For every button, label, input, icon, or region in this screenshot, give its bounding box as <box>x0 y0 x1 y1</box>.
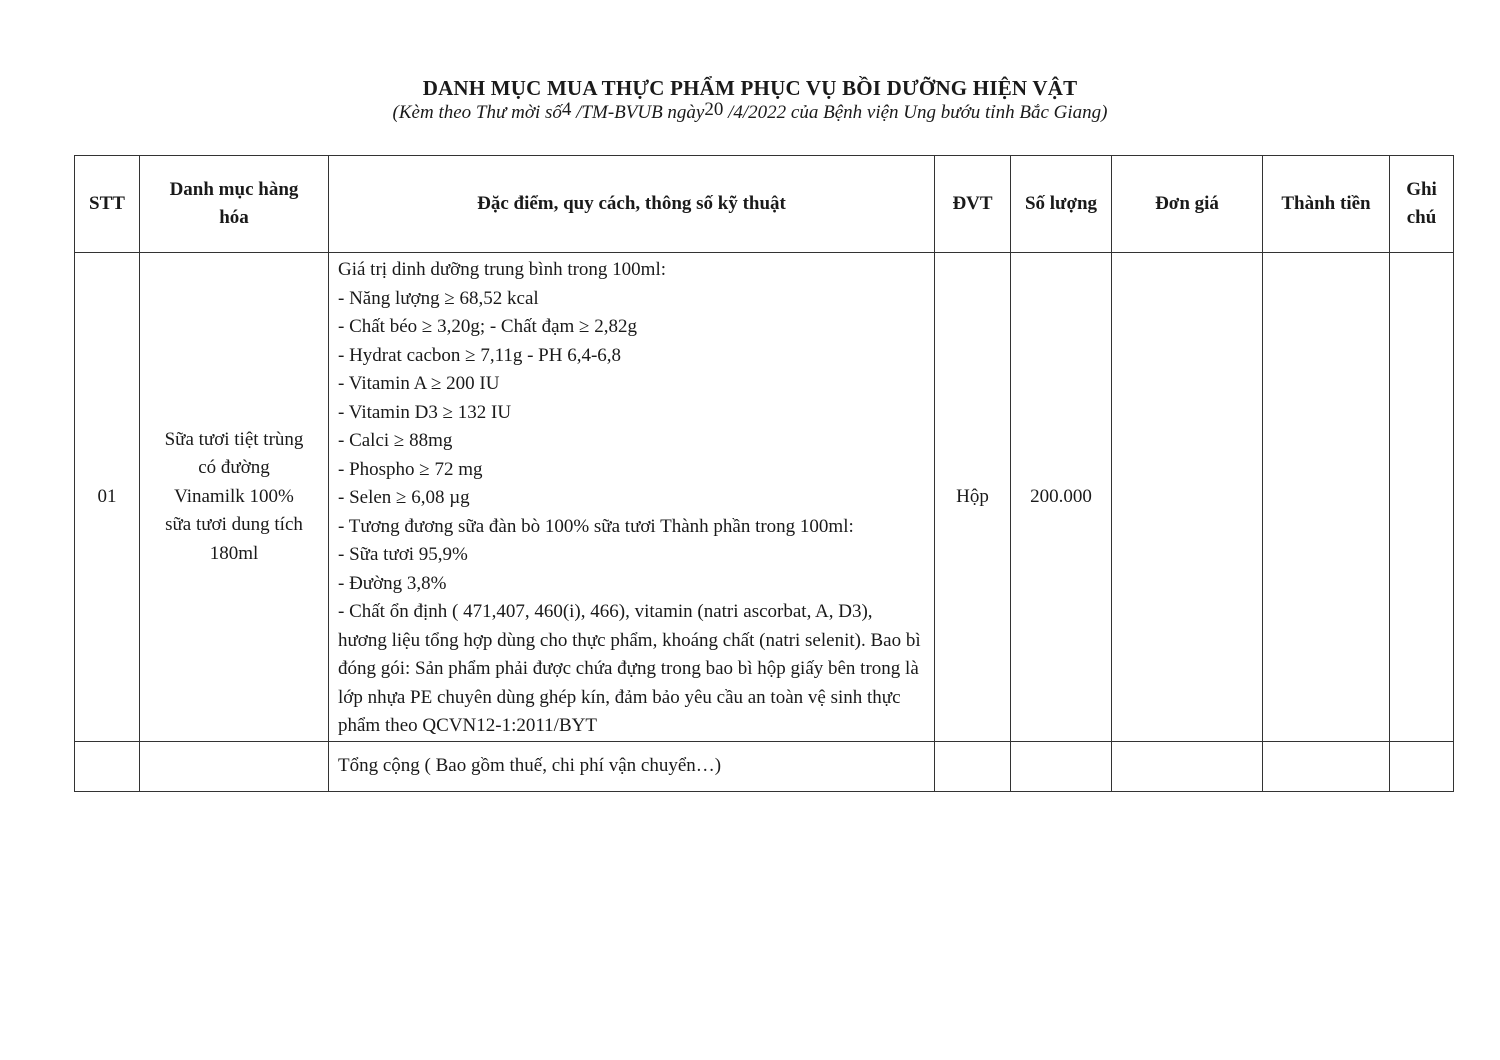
header-ghi-chu <box>1390 156 1454 253</box>
product-table <box>74 155 1454 792</box>
cell-ghi-chu <box>1390 253 1454 742</box>
spec-line: - Tương đương sữa đàn bò 100% sữa tươi Thành phần trong 100ml: <box>338 515 854 537</box>
total-cell-ghi-chu <box>1390 741 1454 791</box>
cell-spec <box>329 253 935 742</box>
cell-stt: 01 <box>75 253 140 742</box>
cell-so-luong: 200.000 <box>1011 253 1112 742</box>
total-cell-product <box>140 741 329 791</box>
document-title: DANH MỤC MUA THỰC PHẨM PHỤC VỤ BỒI DƯỠNG HIỆN VẬT <box>422 76 1078 100</box>
subtitle-number: 4 <box>561 99 572 120</box>
spec-paragraph: - Chất ổn định ( 471,407, 460(i), 466), vitamin (natri ascorbat, A, D3), hương liệu tổng hợp dùng cho thực phẩm, khoáng chất (natri selenit). Bao bì đóng gói: Sản phẩm phải được chứa đựng trong bao bì hộp giấy bên trong là lớp nhựa PE chuyên dùng ghép kín, đảm bảo yêu cầu an toàn vệ sinh thực phẩm theo QCVN12-1:2011/BYT <box>338 601 921 736</box>
cell-dvt: Hộp <box>935 253 1011 742</box>
spec-line: - Hydrat cacbon ≥ 7,11g - PH 6,4-6,8 <box>338 344 622 366</box>
product-line: Sữa tươi tiệt trùng <box>164 428 304 450</box>
header-don-gia: Đơn giá <box>1112 156 1263 253</box>
table-header-row <box>75 156 1454 253</box>
header-stt: STT <box>75 156 140 253</box>
spec-line: - Selen ≥ 6,08 µg <box>338 487 470 508</box>
header-danh-muc <box>140 156 329 253</box>
total-label: Tổng cộng ( Bao gồm thuế, chi phí vận chuyển…) <box>329 741 935 791</box>
cell-thanh-tien <box>1263 253 1390 742</box>
cell-product <box>140 253 329 742</box>
header-ghi-chu-line2: chú <box>1406 207 1437 228</box>
subtitle-part2: /TM-BVUB ngày <box>571 102 705 123</box>
total-cell-stt <box>75 741 140 791</box>
product-line: sữa tươi dung tích <box>165 514 303 535</box>
total-cell-dvt <box>935 741 1011 791</box>
spec-line: - Calci ≥ 88mg <box>338 430 453 451</box>
header-so-luong: Số lượng <box>1011 156 1112 253</box>
spec-line: - Sữa tươi 95,9% <box>338 544 468 565</box>
header-dac-diem: Đặc điểm, quy cách, thông số kỹ thuật <box>329 156 935 253</box>
product-line: có đường <box>198 457 270 478</box>
spec-line: - Phospho ≥ 72 mg <box>338 458 483 480</box>
spec-line: - Vitamin A ≥ 200 IU <box>338 373 500 394</box>
header-danh-muc-line1: Danh mục hàng <box>169 179 299 200</box>
product-line: 180ml <box>209 542 259 564</box>
spec-line: - Vitamin D3 ≥ 132 IU <box>338 401 512 423</box>
document-subtitle <box>0 99 1500 124</box>
spec-line: Giá trị dinh dưỡng trung bình trong 100ml: <box>338 259 667 280</box>
header-ghi-chu-line1: Ghi <box>1406 179 1437 200</box>
total-cell-so-luong <box>1011 741 1112 791</box>
table-total-row <box>75 741 1454 791</box>
total-cell-thanh-tien <box>1263 741 1390 791</box>
product-line: Vinamilk 100% <box>174 485 294 507</box>
subtitle-day: 20 <box>704 99 724 120</box>
table-row <box>75 253 1454 742</box>
header-thanh-tien: Thành tiền <box>1263 156 1390 253</box>
header-danh-muc-line2: hóa <box>219 207 249 228</box>
spec-line: - Đường 3,8% <box>338 572 447 594</box>
cell-don-gia <box>1112 253 1263 742</box>
spec-line: - Năng lượng ≥ 68,52 kcal <box>338 287 539 309</box>
subtitle-part3: /4/2022 của Bệnh viện Ung bướu tỉnh Bắc Giang) <box>723 102 1108 123</box>
subtitle-part1: (Kèm theo Thư mời số <box>392 102 562 123</box>
spec-line: - Chất béo ≥ 3,20g; - Chất đạm ≥ 2,82g <box>338 316 637 337</box>
total-cell-don-gia <box>1112 741 1263 791</box>
header-dvt: ĐVT <box>935 156 1011 253</box>
